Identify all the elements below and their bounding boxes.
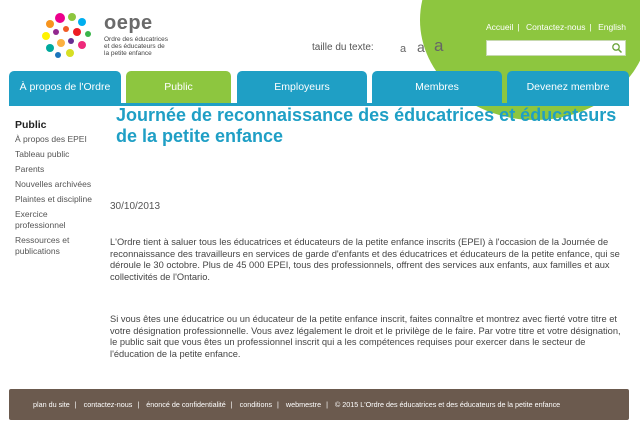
sidebar-item-a-propos-epei[interactable]: À propos des EPEI — [15, 134, 87, 144]
link-contactez-nous[interactable]: Contactez-nous — [525, 22, 586, 32]
text-size-large[interactable]: a — [434, 36, 444, 55]
article-paragraph-2: Si vous êtes une éducatrice ou un éducateur de la petite enfance inscrit, faites connaître et montrez avec fierté votre titre et votre désignation professionnelle. Vous avez légalement le droit et le privilège de le faire. Par votre titre et votre désignation, le public sait que vous êtes un professionnel inscrit qui a les compétences requises pour exercer dans le secteur de l'éducation de la petite enfance. — [110, 314, 621, 359]
logo-brand-text: oepe — [104, 12, 153, 34]
text-size-label: taille du texte: — [312, 42, 374, 53]
search-input[interactable] — [486, 40, 626, 56]
article-title: Journée de reconnaissance des éducatrices et éducateurs de la petite enfance — [116, 105, 617, 146]
sidebar-title: Public — [15, 119, 47, 131]
footer-link-plan-du-site[interactable]: plan du site — [33, 400, 70, 409]
nav-item-employeurs[interactable]: Employeurs — [237, 71, 367, 104]
nav-item-a-propos[interactable]: À propos de l'Ordre — [9, 71, 121, 104]
article-paragraph-1: L'Ordre tient à saluer tous les éducatrices et éducateurs de la petite enfance inscrits (EPEI) à l'occasion de la Journée de reconnaissance des travailleurs en services de garde d'enfants et des éducatrices et éducateurs de la petite enfance, qui se déroule le 30 octobre. Plus de 45 000 EPEI, tous des professionnels, offrent des services aux enfants, aux familles et aux collectivités de l'Ontario. — [110, 237, 620, 282]
footer-links: plan du site | contactez-nous | énoncé de confidentialité | conditions | webmestre | © 2015 L'Ordre des éducatrices et des éducateurs de la petite enfance — [33, 400, 561, 409]
footer — [9, 389, 629, 420]
sidebar-item-ressources-label: Ressources et publications — [15, 235, 70, 256]
logo-dots-icon — [40, 12, 98, 62]
footer-link-confidentialite[interactable]: énoncé de confidentialité — [146, 400, 226, 409]
article — [110, 105, 630, 147]
sidebar-item-parents[interactable]: Parents — [15, 164, 45, 174]
nav-item-devenez-membre[interactable]: Devenez membre — [507, 71, 629, 104]
footer-link-webmestre[interactable]: webmestre — [285, 400, 322, 409]
text-size-medium[interactable]: a — [417, 39, 425, 55]
nav-item-membres[interactable]: Membres — [372, 71, 502, 104]
sidebar-item-tableau-public[interactable]: Tableau public — [15, 149, 70, 159]
footer-link-conditions[interactable]: conditions — [239, 400, 273, 409]
top-links: Accueil | Contactez-nous | English — [485, 22, 626, 32]
sidebar-item-exercice-label: Exercice professionnel — [15, 209, 66, 230]
sidebar — [15, 119, 107, 261]
sidebar-item-exercice[interactable] — [15, 209, 85, 231]
search-icon[interactable] — [611, 42, 623, 54]
sidebar-item-nouvelles[interactable]: Nouvelles archivées — [15, 179, 92, 189]
nav-item-public[interactable]: Public — [126, 71, 231, 104]
site-logo[interactable] — [40, 12, 200, 62]
footer-copyright: © 2015 L'Ordre des éducatrices et des éducateurs de la petite enfance — [334, 400, 561, 409]
sidebar-item-ressources[interactable] — [15, 235, 87, 257]
logo-tagline: Ordre des éducatrices et des éducateurs de la petite enfance — [104, 36, 168, 57]
link-accueil[interactable]: Accueil — [485, 22, 514, 32]
footer-link-contactez-nous[interactable]: contactez-nous — [83, 400, 133, 409]
sidebar-item-plaintes[interactable]: Plaintes et discipline — [15, 194, 93, 204]
text-size-small[interactable]: a — [400, 43, 407, 55]
text-size-control — [312, 36, 444, 55]
article-date: 30/10/2013 — [110, 201, 161, 212]
main-nav — [9, 71, 629, 104]
link-english[interactable]: English — [598, 22, 626, 32]
